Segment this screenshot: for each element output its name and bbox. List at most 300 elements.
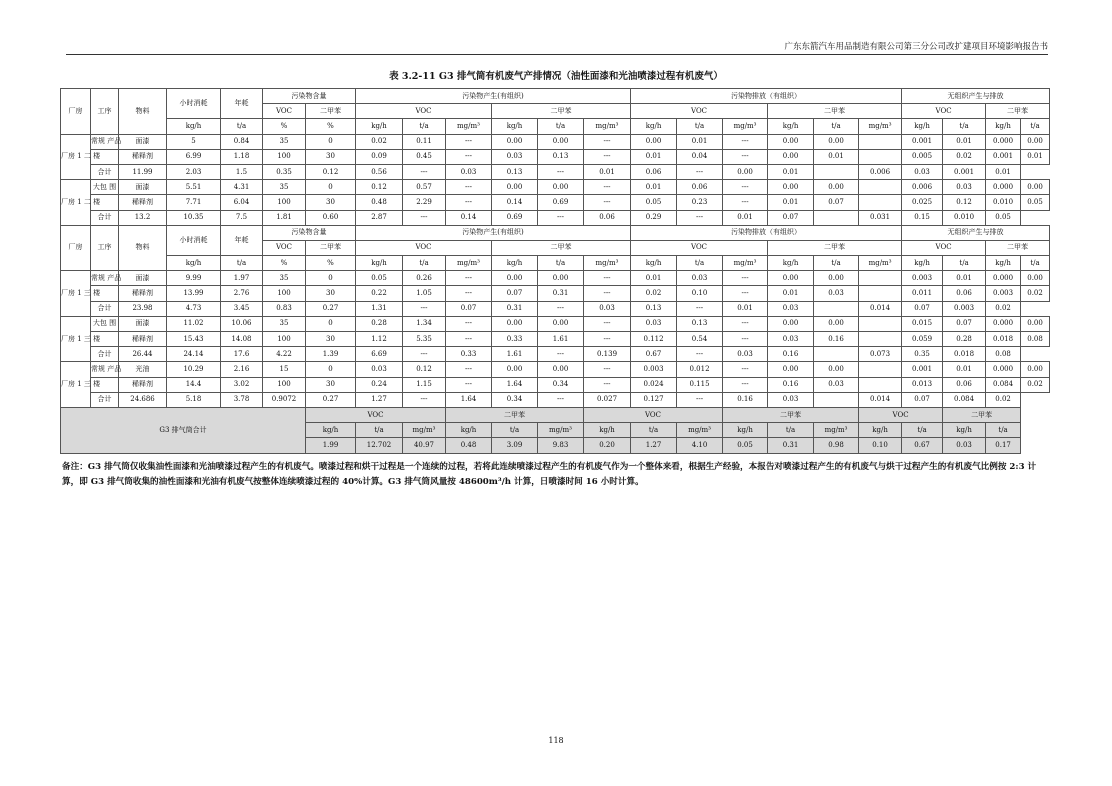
- value-cell: 0.00: [814, 134, 859, 149]
- unit-row: [61, 119, 1050, 134]
- header-xylene: 二甲苯: [986, 104, 1050, 119]
- material-cell: 面漆: [119, 271, 167, 286]
- value-cell: 0.018: [943, 347, 986, 362]
- header-xylene: 二甲苯: [492, 104, 631, 119]
- value-cell: 0.07: [943, 316, 986, 331]
- value-cell: 0.48: [356, 195, 403, 210]
- value-cell: 0.084: [986, 377, 1021, 392]
- header-voc: VOC: [263, 240, 306, 255]
- page-number: 118: [548, 736, 564, 745]
- value-cell: 1.97: [221, 271, 263, 286]
- value-cell: 0.28: [943, 332, 986, 347]
- header-unit: mg/m³: [403, 423, 446, 438]
- value-cell: ---: [677, 347, 723, 362]
- value-cell: 0.13: [492, 164, 538, 179]
- value-cell: 0.12: [403, 362, 446, 377]
- value-cell: 0.02: [1021, 377, 1050, 392]
- header-annual: 年耗: [221, 225, 263, 255]
- value-cell: 0: [306, 271, 356, 286]
- value-cell: ---: [723, 134, 768, 149]
- value-cell: 24.686: [119, 392, 167, 407]
- value-cell: 0.07: [902, 392, 943, 407]
- value-cell: ---: [677, 164, 723, 179]
- header-xylene: 二甲苯: [768, 104, 902, 119]
- data-row: [61, 195, 1050, 210]
- total-value: 0.05: [723, 438, 768, 453]
- value-cell: 0.006: [859, 164, 902, 179]
- value-cell: ---: [584, 195, 631, 210]
- value-cell: ---: [723, 316, 768, 331]
- header-annual: 年耗: [221, 89, 263, 119]
- data-row: [61, 271, 1050, 286]
- value-cell: 0.01: [631, 271, 677, 286]
- value-cell: 0.000: [986, 271, 1021, 286]
- header-voc: VOC: [902, 240, 986, 255]
- value-cell: 13.99: [167, 286, 221, 301]
- value-cell: [814, 164, 859, 179]
- value-cell: 0.03: [814, 377, 859, 392]
- data-row: [61, 149, 1050, 164]
- value-cell: 0.05: [356, 271, 403, 286]
- plant-cell: 厂房 1 二 楼: [61, 134, 91, 180]
- value-cell: 0.001: [902, 362, 943, 377]
- value-cell: 0.03: [768, 301, 814, 316]
- value-cell: 0.03: [814, 286, 859, 301]
- header-unit: kg/h: [584, 423, 631, 438]
- value-cell: ---: [446, 180, 492, 195]
- value-cell: 0.015: [902, 316, 943, 331]
- value-cell: 0.33: [446, 347, 492, 362]
- value-cell: 0.10: [677, 286, 723, 301]
- total-value: 0.20: [584, 438, 631, 453]
- value-cell: 0.00: [538, 134, 584, 149]
- value-cell: 0.35: [902, 347, 943, 362]
- value-cell: [814, 347, 859, 362]
- value-cell: 0.003: [902, 271, 943, 286]
- header-unit: kg/h: [768, 256, 814, 271]
- value-cell: 0.07: [814, 195, 859, 210]
- value-cell: 0.03: [943, 180, 986, 195]
- value-cell: 0.02: [1021, 286, 1050, 301]
- header-unit: mg/m³: [814, 423, 859, 438]
- data-row: [61, 316, 1050, 331]
- value-cell: 0.34: [538, 377, 584, 392]
- data-row: [61, 362, 1050, 377]
- total-value: 0.48: [446, 438, 492, 453]
- header-unit: kg/h: [356, 119, 403, 134]
- value-cell: ---: [584, 149, 631, 164]
- header-xylene: 二甲苯: [306, 104, 356, 119]
- header-voc: VOC: [306, 407, 446, 422]
- value-cell: ---: [723, 332, 768, 347]
- value-cell: 0.03: [356, 362, 403, 377]
- value-cell: 10.35: [167, 210, 221, 225]
- header-unit: t/a: [943, 119, 986, 134]
- material-cell: 稀释剂: [119, 332, 167, 347]
- value-cell: [859, 316, 902, 331]
- header-unit: kg/h: [768, 119, 814, 134]
- value-cell: 0.06: [677, 180, 723, 195]
- value-cell: 0.31: [492, 301, 538, 316]
- value-cell: 0.29: [631, 210, 677, 225]
- header-unit: t/a: [356, 423, 403, 438]
- value-cell: ---: [677, 392, 723, 407]
- value-cell: 0.000: [986, 134, 1021, 149]
- value-cell: 0.000: [986, 180, 1021, 195]
- value-cell: 0.04: [677, 149, 723, 164]
- value-cell: 100: [263, 195, 306, 210]
- value-cell: 26.44: [119, 347, 167, 362]
- material-cell: 光油: [119, 362, 167, 377]
- value-cell: 6.04: [221, 195, 263, 210]
- header-unit: t/a: [986, 423, 1021, 438]
- material-cell: 稀释剂: [119, 377, 167, 392]
- value-cell: 1.64: [492, 377, 538, 392]
- value-cell: ---: [723, 195, 768, 210]
- value-cell: 0.00: [814, 316, 859, 331]
- value-cell: 100: [263, 149, 306, 164]
- value-cell: 100: [263, 377, 306, 392]
- page-header: 广东东箭汽车用品制造有限公司第三分公司改扩建项目环境影响报告书: [66, 40, 1048, 55]
- value-cell: 0.16: [814, 332, 859, 347]
- value-cell: ---: [446, 332, 492, 347]
- value-cell: 0.16: [723, 392, 768, 407]
- value-cell: 0.05: [1021, 195, 1050, 210]
- total-value: 4.10: [677, 438, 723, 453]
- value-cell: ---: [446, 362, 492, 377]
- value-cell: 0.57: [403, 180, 446, 195]
- value-cell: 0.00: [768, 134, 814, 149]
- header-voc: VOC: [902, 104, 986, 119]
- value-cell: 0.00: [492, 134, 538, 149]
- value-cell: 0.073: [859, 347, 902, 362]
- value-cell: 0.35: [263, 164, 306, 179]
- value-cell: 2.03: [167, 164, 221, 179]
- value-cell: 0.69: [538, 195, 584, 210]
- value-cell: 0.60: [306, 210, 356, 225]
- material-cell: 稀释剂: [119, 195, 167, 210]
- value-cell: 100: [263, 286, 306, 301]
- header-xylene: 二甲苯: [768, 240, 902, 255]
- footnote: 备注：G3 排气筒仅收集油性面漆和光油喷漆过程产生的有机废气。喷漆过程和烘干过程是一个连续的过程，若将此连续喷漆过程产生的有机废气作为一个整体来看，根据生产经验，本报告对喷漆过程产生的有机废气与烘干过程产生的有机废气比例按 2:3 计算，即 G3 排气筒收集的油性面漆和光油有机废气按整体连续喷漆过程的 40%计算。G3 排气筒风量按 48600m³/h 计算，日喷漆时间 16 小时计算。: [62, 462, 1037, 487]
- header-unit: kg/h: [723, 423, 768, 438]
- value-cell: 0.05: [631, 195, 677, 210]
- value-cell: 0.03: [768, 332, 814, 347]
- value-cell: 4.73: [167, 301, 221, 316]
- value-cell: [859, 134, 902, 149]
- value-cell: 0.025: [902, 195, 943, 210]
- value-cell: 0.00: [631, 134, 677, 149]
- value-cell: 0.014: [859, 301, 902, 316]
- value-cell: 0.03: [768, 392, 814, 407]
- header-unit: mg/m³: [446, 119, 492, 134]
- value-cell: 4.31: [221, 180, 263, 195]
- material-cell: 稀释剂: [119, 286, 167, 301]
- header-unit: t/a: [538, 256, 584, 271]
- data-row: [61, 332, 1050, 347]
- value-cell: 0.084: [943, 392, 986, 407]
- value-cell: ---: [403, 164, 446, 179]
- header-unit: t/a: [814, 119, 859, 134]
- header-unit: kg/h: [631, 119, 677, 134]
- value-cell: 6.99: [167, 149, 221, 164]
- value-cell: 1.34: [403, 316, 446, 331]
- value-cell: 0.018: [986, 332, 1021, 347]
- value-cell: 0.12: [356, 180, 403, 195]
- value-cell: 0.01: [768, 286, 814, 301]
- process-cell: 大包 围: [91, 180, 119, 195]
- value-cell: 30: [306, 195, 356, 210]
- header-unit: kg/h: [492, 256, 538, 271]
- header-unit: t/a: [403, 119, 446, 134]
- value-cell: 0.011: [902, 286, 943, 301]
- value-cell: ---: [446, 316, 492, 331]
- value-cell: 0.15: [902, 210, 943, 225]
- header-voc: VOC: [263, 104, 306, 119]
- value-cell: 0: [306, 316, 356, 331]
- header-xylene: 二甲苯: [986, 240, 1050, 255]
- total-value: 0.31: [768, 438, 814, 453]
- header-unit: t/a: [1021, 256, 1050, 271]
- value-cell: ---: [584, 180, 631, 195]
- value-cell: 0.00: [1021, 316, 1050, 331]
- value-cell: 0.05: [986, 210, 1021, 225]
- value-cell: 14.4: [167, 377, 221, 392]
- value-cell: 0.11: [403, 134, 446, 149]
- value-cell: 30: [306, 377, 356, 392]
- header-unit: t/a: [221, 119, 263, 134]
- value-cell: 0.56: [356, 164, 403, 179]
- value-cell: 0.00: [538, 316, 584, 331]
- unit-row: [61, 256, 1050, 271]
- header-emit: 污染物排放（有组织）: [631, 89, 902, 104]
- value-cell: [859, 377, 902, 392]
- header-unit: kg/h: [167, 119, 221, 134]
- header-unit: t/a: [403, 256, 446, 271]
- value-cell: 5.18: [167, 392, 221, 407]
- header-unit: t/a: [677, 256, 723, 271]
- value-cell: 15: [263, 362, 306, 377]
- header-fugitive: 无组织产生与排放: [902, 225, 1050, 240]
- header-xylene: 二甲苯: [446, 407, 584, 422]
- header-fugitive: 无组织产生与排放: [902, 89, 1050, 104]
- value-cell: 35: [263, 134, 306, 149]
- value-cell: 1.61: [538, 332, 584, 347]
- header-voc: VOC: [631, 104, 768, 119]
- value-cell: 0.031: [859, 210, 902, 225]
- value-cell: 0.00: [1021, 362, 1050, 377]
- material-cell: 面漆: [119, 316, 167, 331]
- data-row: [61, 286, 1050, 301]
- material-cell: 合计: [91, 301, 119, 316]
- value-cell: 0: [306, 180, 356, 195]
- header-row: [61, 225, 1050, 240]
- value-cell: ---: [723, 271, 768, 286]
- total-value: 12.702: [356, 438, 403, 453]
- value-cell: 1.31: [356, 301, 403, 316]
- value-cell: 0.06: [631, 164, 677, 179]
- value-cell: ---: [723, 377, 768, 392]
- value-cell: 0: [306, 134, 356, 149]
- data-row: [61, 134, 1050, 149]
- value-cell: 1.64: [446, 392, 492, 407]
- value-cell: 0.16: [768, 377, 814, 392]
- header-material: 物料: [119, 89, 167, 135]
- value-cell: [859, 271, 902, 286]
- value-cell: 1.61: [492, 347, 538, 362]
- header-produce: 污染物产生(有组织): [356, 89, 631, 104]
- value-cell: 0.00: [492, 180, 538, 195]
- value-cell: 4.22: [263, 347, 306, 362]
- value-cell: 35: [263, 180, 306, 195]
- value-cell: ---: [584, 286, 631, 301]
- value-cell: 0.02: [943, 149, 986, 164]
- value-cell: 0.00: [1021, 271, 1050, 286]
- value-cell: ---: [446, 134, 492, 149]
- value-cell: 1.5: [221, 164, 263, 179]
- value-cell: 0.003: [986, 286, 1021, 301]
- plant-cell: 厂房 1 二 楼: [61, 180, 91, 226]
- value-cell: ---: [403, 392, 446, 407]
- value-cell: 0.27: [306, 392, 356, 407]
- value-cell: 0.9072: [263, 392, 306, 407]
- value-cell: 0.01: [677, 134, 723, 149]
- data-row: [61, 392, 1050, 407]
- value-cell: ---: [403, 210, 446, 225]
- value-cell: 0.06: [584, 210, 631, 225]
- value-cell: 0.01: [631, 180, 677, 195]
- header-unit: t/a: [943, 256, 986, 271]
- header-xylene: 二甲苯: [723, 407, 859, 422]
- value-cell: 0.03: [902, 164, 943, 179]
- value-cell: 0.06: [943, 377, 986, 392]
- total-value: 0.67: [902, 438, 943, 453]
- value-cell: 0.014: [859, 392, 902, 407]
- material-cell: 合计: [91, 164, 119, 179]
- value-cell: 0.23: [677, 195, 723, 210]
- value-cell: ---: [538, 301, 584, 316]
- value-cell: ---: [446, 377, 492, 392]
- value-cell: 23.98: [119, 301, 167, 316]
- value-cell: [859, 195, 902, 210]
- value-cell: 0.00: [814, 362, 859, 377]
- value-cell: 0.69: [492, 210, 538, 225]
- header-unit: kg/h: [986, 119, 1021, 134]
- value-cell: 0.54: [677, 332, 723, 347]
- value-cell: 0.010: [943, 210, 986, 225]
- value-cell: 11.99: [119, 164, 167, 179]
- value-cell: ---: [584, 377, 631, 392]
- value-cell: 2.16: [221, 362, 263, 377]
- header-unit: mg/m³: [677, 423, 723, 438]
- header-unit: kg/h: [859, 423, 902, 438]
- total-value: 1.99: [306, 438, 356, 453]
- value-cell: 0.139: [584, 347, 631, 362]
- value-cell: ---: [584, 332, 631, 347]
- header-unit: t/a: [221, 256, 263, 271]
- value-cell: 1.05: [403, 286, 446, 301]
- value-cell: 0.13: [677, 316, 723, 331]
- value-cell: 100: [263, 332, 306, 347]
- header-emit: 污染物排放（有组织）: [631, 225, 902, 240]
- header-unit: %: [306, 256, 356, 271]
- value-cell: 10.29: [167, 362, 221, 377]
- value-cell: ---: [584, 134, 631, 149]
- total-value: 1.27: [631, 438, 677, 453]
- process-cell: 常规 产品: [91, 271, 119, 286]
- header-unit: %: [263, 256, 306, 271]
- value-cell: [859, 332, 902, 347]
- value-cell: 0.000: [986, 316, 1021, 331]
- value-cell: 5.35: [403, 332, 446, 347]
- value-cell: 0.00: [492, 362, 538, 377]
- value-cell: 2.87: [356, 210, 403, 225]
- value-cell: ---: [723, 149, 768, 164]
- header-unit: kg/h: [356, 256, 403, 271]
- value-cell: 2.76: [221, 286, 263, 301]
- total-header-row: [61, 407, 1050, 422]
- value-cell: 0.07: [492, 286, 538, 301]
- value-cell: 0.013: [902, 377, 943, 392]
- value-cell: 3.02: [221, 377, 263, 392]
- value-cell: 11.02: [167, 316, 221, 331]
- value-cell: 0.34: [492, 392, 538, 407]
- header-unit: kg/h: [902, 256, 943, 271]
- value-cell: 24.14: [167, 347, 221, 362]
- value-cell: 0.027: [584, 392, 631, 407]
- header-xylene: 二甲苯: [492, 240, 631, 255]
- value-cell: [859, 149, 902, 164]
- value-cell: 7.71: [167, 195, 221, 210]
- total-value: 0.10: [859, 438, 902, 453]
- value-cell: 0.06: [943, 286, 986, 301]
- plant-cell: 厂房 1 三 楼: [61, 316, 91, 362]
- value-cell: ---: [403, 347, 446, 362]
- header-unit: t/a: [538, 119, 584, 134]
- value-cell: 0.01: [943, 362, 986, 377]
- data-row: [61, 210, 1050, 225]
- value-cell: ---: [723, 286, 768, 301]
- value-cell: 0.45: [403, 149, 446, 164]
- table-title: 表 3.2-11 G3 排气筒有机废气产排情况（油性面漆和光油喷漆过程有机废气）: [389, 71, 723, 82]
- value-cell: 0.03: [492, 149, 538, 164]
- value-cell: [859, 362, 902, 377]
- value-cell: ---: [538, 347, 584, 362]
- data-row: [61, 164, 1050, 179]
- value-cell: 0.03: [677, 271, 723, 286]
- value-cell: 0.00: [538, 180, 584, 195]
- value-cell: [814, 210, 859, 225]
- value-cell: 0.00: [1021, 180, 1050, 195]
- emissions-table: [60, 88, 1050, 454]
- value-cell: 0.112: [631, 332, 677, 347]
- value-cell: 0.12: [943, 195, 986, 210]
- value-cell: 0.12: [306, 164, 356, 179]
- plant-cell: 厂房 1 三 楼: [61, 271, 91, 317]
- value-cell: 0.14: [492, 195, 538, 210]
- value-cell: 0.00: [814, 180, 859, 195]
- value-cell: 0.03: [631, 316, 677, 331]
- value-cell: 1.12: [356, 332, 403, 347]
- header-plant: 厂房: [61, 89, 91, 135]
- value-cell: 2.29: [403, 195, 446, 210]
- value-cell: 30: [306, 149, 356, 164]
- header-unit: t/a: [1021, 119, 1050, 134]
- header-unit: mg/m³: [584, 256, 631, 271]
- header-voc: VOC: [356, 104, 492, 119]
- value-cell: 0.33: [492, 332, 538, 347]
- header-unit: mg/m³: [723, 119, 768, 134]
